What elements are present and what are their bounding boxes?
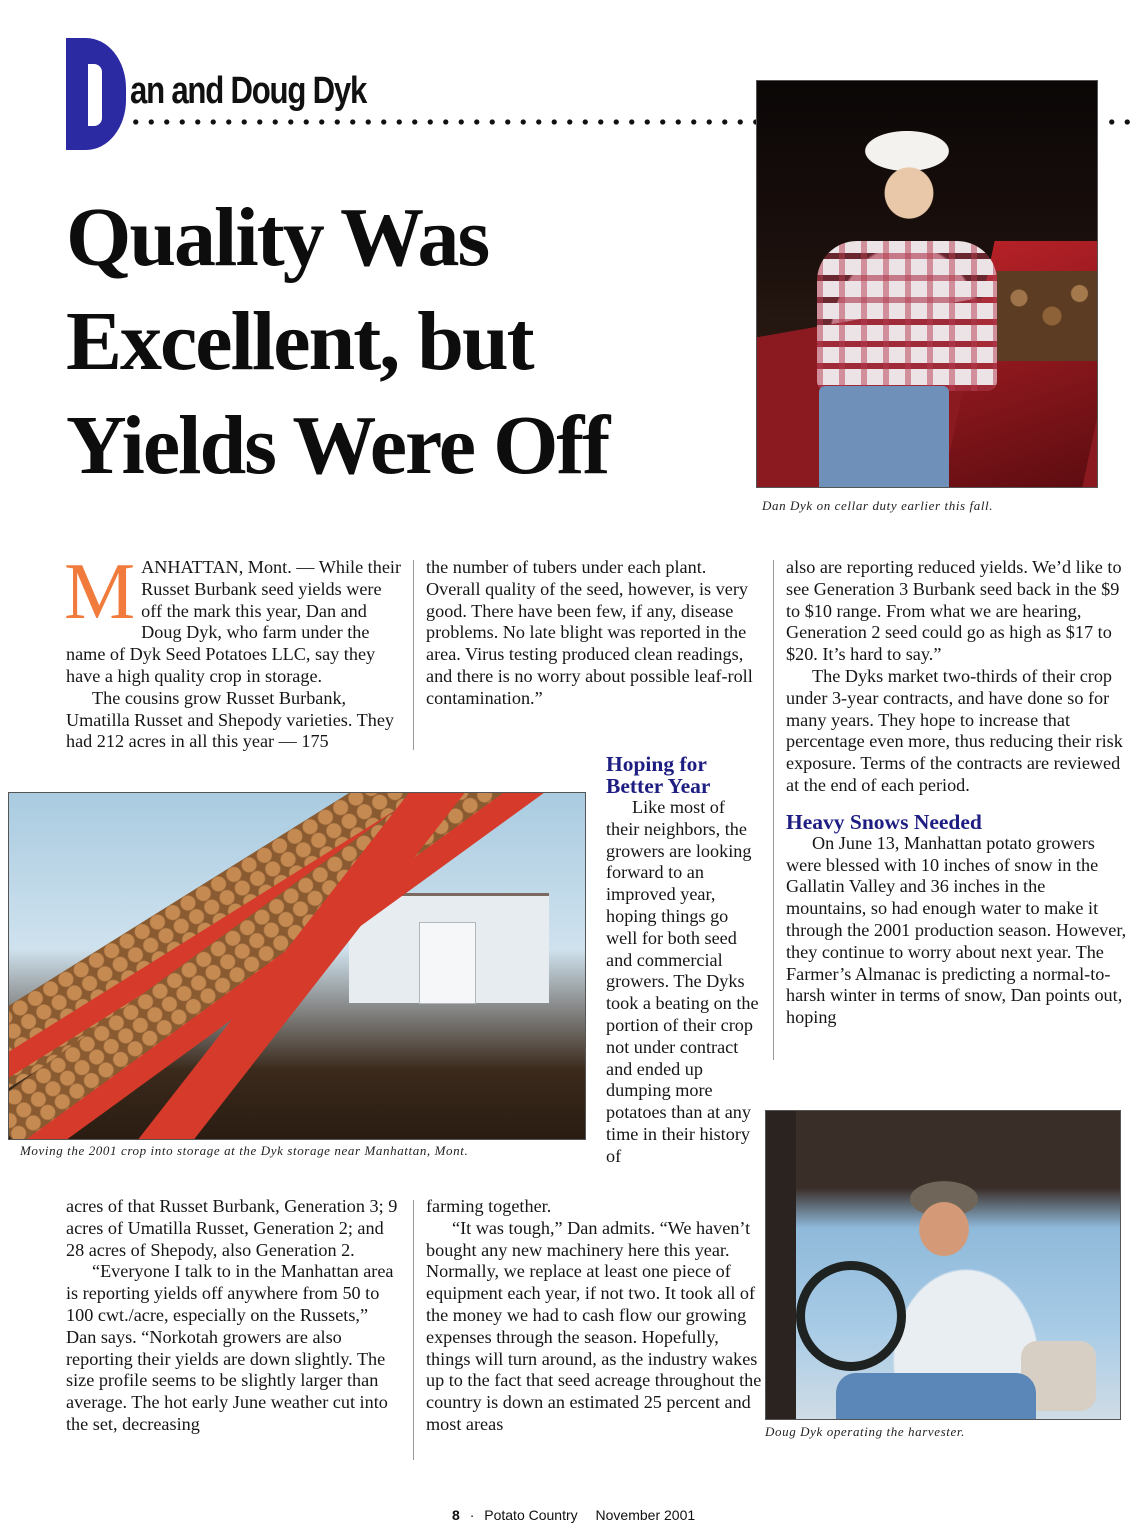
paragraph: On June 13, Manhattan potato growers were blessed with 10 inches of snow in the Gallatin Valley and 36 inches in the mountains, so had enough water to make it through the 2001 production season. However, they continue to worry about next year. The Farmer’s Almanac is predicting a normal-to-harsh winter in terms of snow, Dan points out, hoping — [786, 832, 1127, 1028]
jeans — [836, 1373, 1036, 1420]
paragraph: “It was tough,” Dan admits. “We haven’t bought any new machinery here this year. Normally, we replace at least one piece of equipment each year, if not two. It took all of the money we had to cash flow our growing expenses through the season. Hopefully, things will turn around, as the industry wakes up to the fact that seed acreage throughout the country is down an estimated 25 percent and most areas — [426, 1217, 762, 1434]
column-rule — [773, 560, 774, 1060]
headline-line-3: Yields Were Off — [66, 399, 609, 492]
caption-bottom-photo: Doug Dyk operating the harvester. — [765, 1424, 965, 1439]
footer-separator: · — [469, 1507, 475, 1523]
paragraph: The cousins grow Russet Burbank, Umatilla Russet and Shepody varieties. They had 212 acres in all this year — 175 — [66, 687, 394, 752]
article-column-side — [606, 753, 762, 1168]
paragraph: ANHATTAN, Mont. — While their Russet Burbank seed yields were off the mark this year, Dan and Doug Dyk, who farm under the name of Dyk Seed Potatoes LLC, say they have a high quality crop in storage. — [66, 557, 402, 686]
column-rule — [413, 1200, 414, 1460]
paragraph: Like most of their neighbors, the growers are looking forward to an improved year, hoping things go well for both seed and commercial growers. The Dyks took a beating on the portion of their crop not under contract and ended up dumping more potatoes than at any time in their history of — [606, 797, 759, 1166]
dotted-rule-end — [1104, 118, 1138, 126]
paragraph: also are reporting reduced yields. We’d like to see Generation 3 Burbank seed back in the $9 to $10 range. From what we are hearing, Generation 2 seed could go as high as $17 to $20. It’s hard to say.” — [786, 557, 1122, 665]
headline — [66, 186, 746, 498]
paragraph: acres of that Russet Burbank, Generation 3; 9 acres of Umatilla Russet, Generation 2; and 28 acres of Shepody, also Generation 2. — [66, 1196, 398, 1260]
photo-dan-dyk-cellar — [756, 80, 1098, 488]
paragraph: the number of tubers under each plant. Overall quality of the seed, however, is very good. There have been few, if any, disease problems. No late blight was reported in the area. Virus testing produced clean readings, and there is no worry about possible leaf-roll contamination.” — [426, 557, 753, 708]
caption-top-photo: Dan Dyk on cellar duty earlier this fall. — [762, 498, 994, 513]
article-column-3 — [786, 557, 1128, 1029]
potatoes — [997, 271, 1098, 361]
dotted-rule — [128, 118, 756, 126]
photo-doug-dyk-harvester — [765, 1110, 1121, 1420]
headline-line-1: Quality Was — [66, 191, 489, 284]
subhead-heavy-snows: Heavy Snows Needed — [786, 809, 982, 834]
cab-frame — [766, 1111, 796, 1420]
headline-line-2: Excellent, but — [66, 295, 533, 388]
issue-date: November 2001 — [595, 1507, 696, 1523]
plaid-shirt — [817, 241, 997, 391]
steering-wheel — [796, 1261, 906, 1371]
jeans — [819, 386, 949, 488]
column-rule — [413, 560, 414, 750]
caption-middle-photo: Moving the 2001 crop into storage at the Dyk storage near Manhattan, Mont. — [20, 1143, 469, 1158]
kicker-initial-d — [66, 38, 126, 150]
page-number: 8 — [452, 1507, 460, 1523]
kicker-name: an and Doug Dyk — [130, 70, 367, 112]
paragraph: The Dyks market two-thirds of their crop under 3-year contracts, and have done so for many years. They hope to increase that percentage even more, thus reducing their risk exposure. Terms of the contracts are reviewed at the end of each period. — [786, 665, 1123, 795]
article-column-1-bottom — [66, 1196, 402, 1436]
article-column-1-top — [64, 548, 402, 753]
drop-cap: M — [64, 548, 136, 636]
article-column-2-bottom — [426, 1196, 762, 1436]
publication-name: Potato Country — [484, 1507, 578, 1523]
subhead-hoping-better-year: Hoping for Better Year — [606, 752, 711, 798]
paragraph: “Everyone I talk to in the Manhattan area is reporting yields off anywhere from 50 to 100 cwt./acre, especially on the Russets,” Dan says. “Norkotah growers are also reporting their yields are down slightly. The size profile seems to be slightly larger than average. The hot early June weather cut into the set, decreasing — [66, 1261, 394, 1434]
article-column-2-top — [426, 557, 762, 710]
page-footer — [452, 1507, 695, 1523]
photo-potato-conveyor — [8, 792, 586, 1140]
paragraph: farming together. — [426, 1196, 552, 1216]
